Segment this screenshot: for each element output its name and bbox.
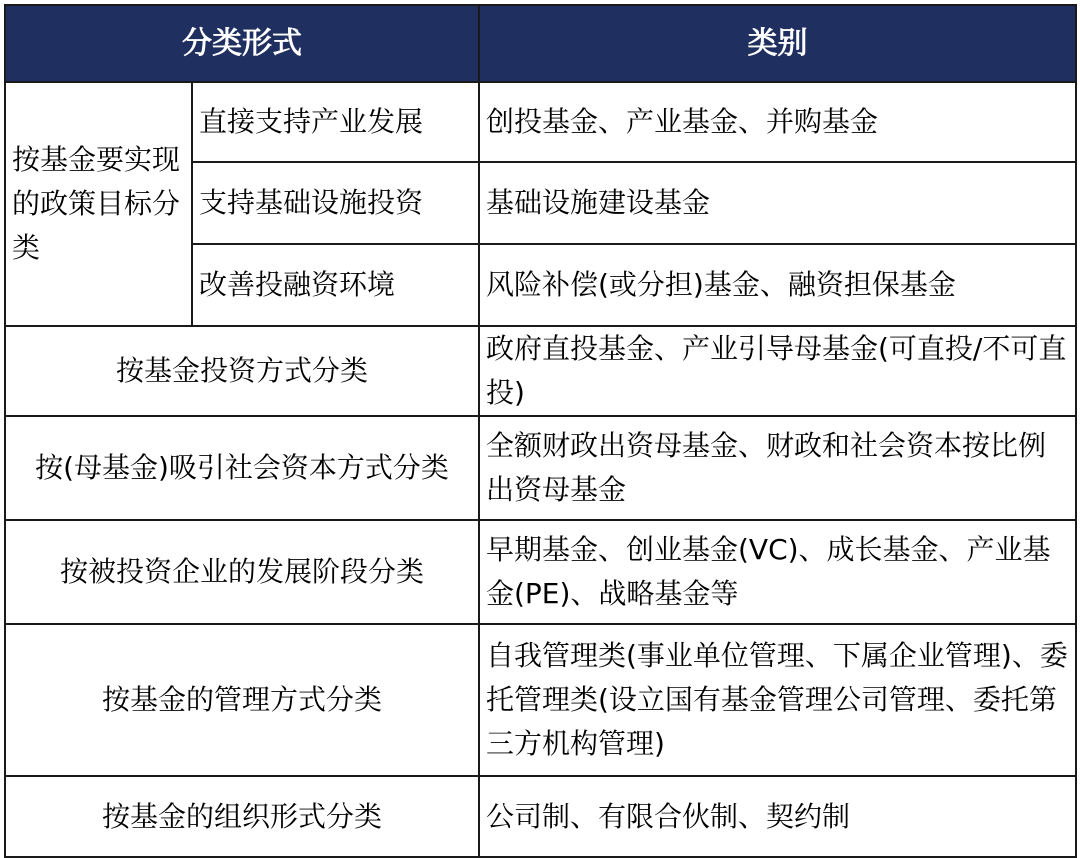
classification-label: 按基金的组织形式分类 bbox=[5, 776, 479, 857]
policy-goal-group-label: 按基金要实现的政策目标分类 bbox=[5, 82, 192, 326]
sub-classification: 直接支持产业发展 bbox=[192, 82, 479, 162]
category-cell: 早期基金、创业基金(VC)、成长基金、产业基金(PE)、战略基金等 bbox=[479, 520, 1076, 624]
category-cell: 政府直投基金、产业引导母基金(可直投/不可直投) bbox=[479, 326, 1076, 416]
table-row bbox=[5, 520, 1076, 624]
header-classification-form: 分类形式 bbox=[5, 5, 479, 82]
classification-label: 按基金投资方式分类 bbox=[5, 326, 479, 416]
category-cell: 全额财政出资母基金、财政和社会资本按比例出资母基金 bbox=[479, 416, 1076, 520]
table-row bbox=[5, 82, 1076, 162]
table-row bbox=[5, 624, 1076, 776]
header-category: 类别 bbox=[479, 5, 1076, 82]
category-cell: 自我管理类(事业单位管理、下属企业管理)、委托管理类(设立国有基金管理公司管理、委托第三方机构管理) bbox=[479, 624, 1076, 776]
category-cell: 基础设施建设基金 bbox=[479, 162, 1076, 244]
classification-label: 按(母基金)吸引社会资本方式分类 bbox=[5, 416, 479, 520]
classification-label: 按基金的管理方式分类 bbox=[5, 624, 479, 776]
sub-classification: 支持基础设施投资 bbox=[192, 162, 479, 244]
fund-classification-table bbox=[4, 4, 1077, 858]
table-row bbox=[5, 416, 1076, 520]
header-row bbox=[5, 5, 1076, 82]
category-cell: 风险补偿(或分担)基金、融资担保基金 bbox=[479, 244, 1076, 326]
classification-label: 按被投资企业的发展阶段分类 bbox=[5, 520, 479, 624]
table-row bbox=[5, 776, 1076, 857]
category-cell: 创投基金、产业基金、并购基金 bbox=[479, 82, 1076, 162]
category-cell: 公司制、有限合伙制、契约制 bbox=[479, 776, 1076, 857]
table-row bbox=[5, 326, 1076, 416]
sub-classification: 改善投融资环境 bbox=[192, 244, 479, 326]
